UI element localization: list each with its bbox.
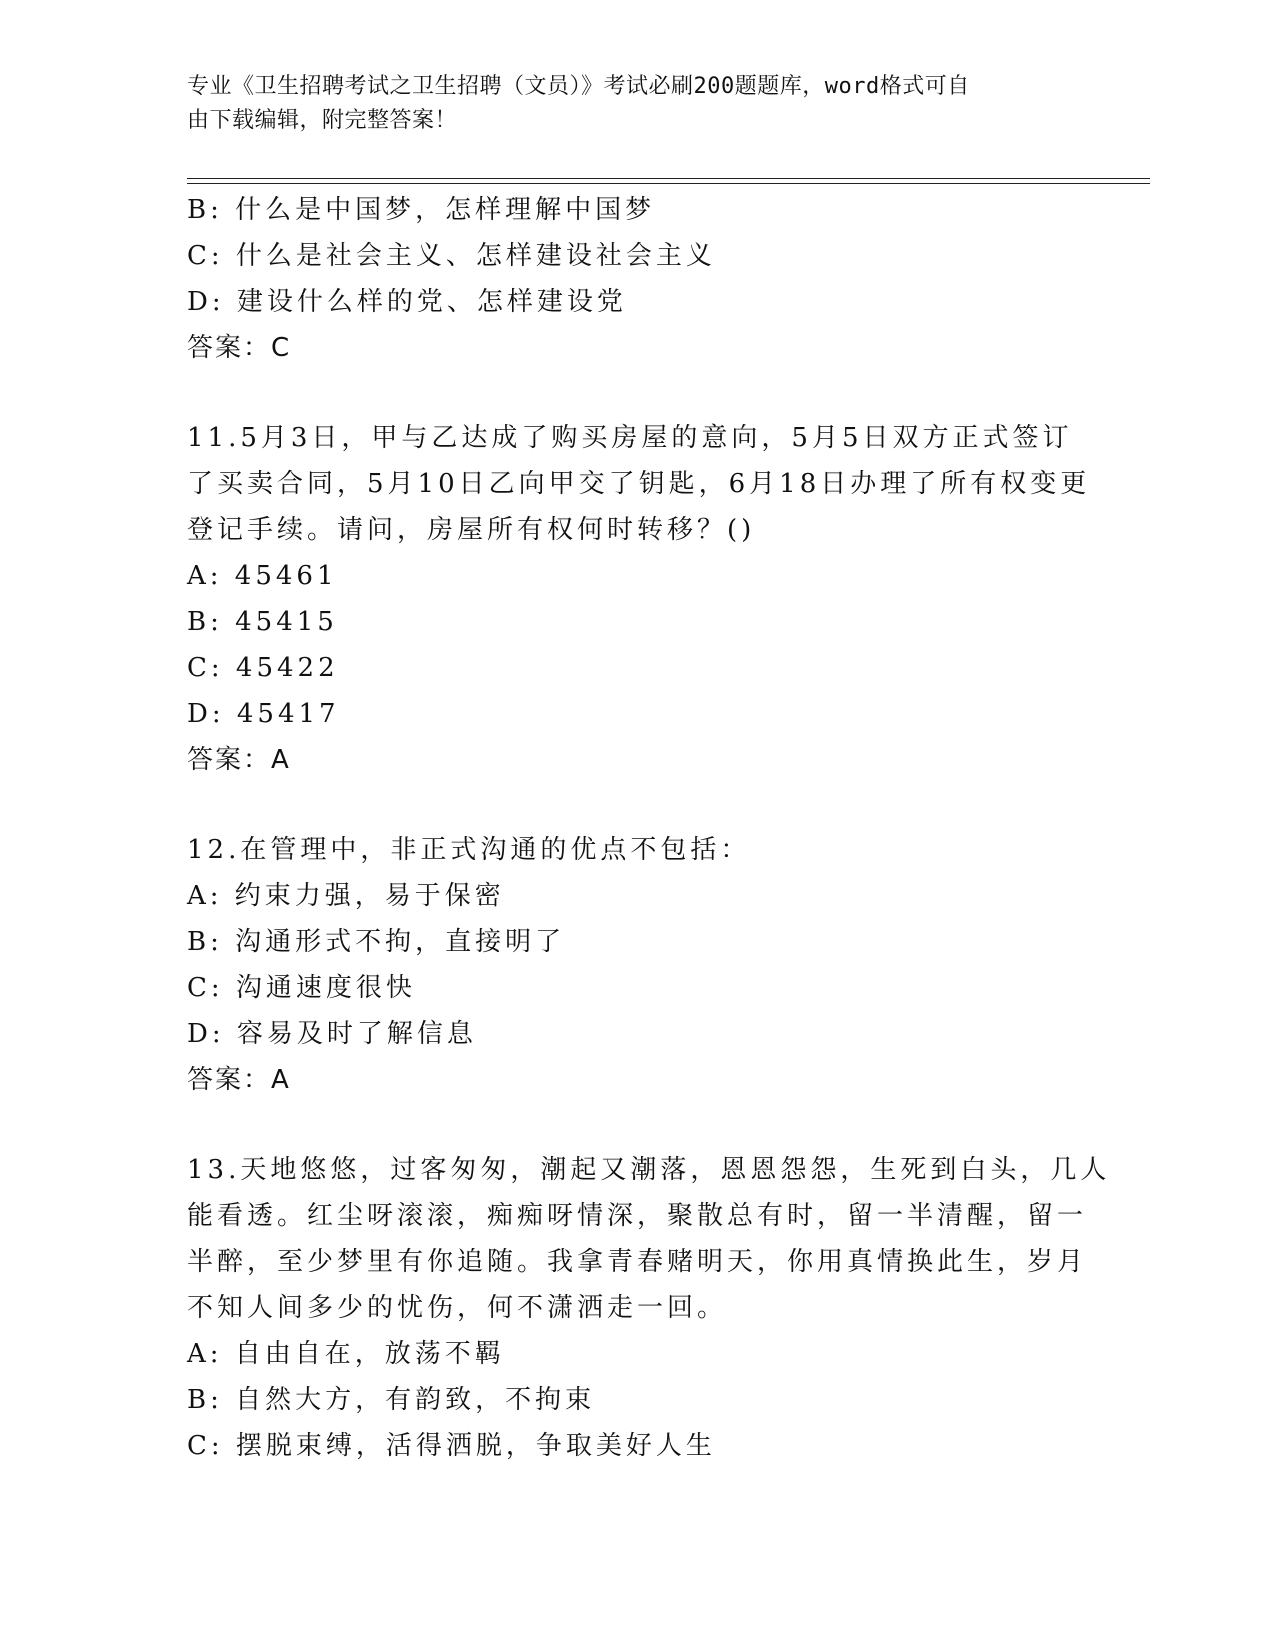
option-a: A: 45461 <box>187 561 338 591</box>
spacer <box>187 783 1087 827</box>
answer: 答案：C <box>187 333 292 363</box>
question-text-line: 不知人间多少的忧伤，何不潇洒走一回。 <box>187 1293 728 1323</box>
option-d: D: 建设什么样的党、怎样建设党 <box>187 287 627 317</box>
spacer <box>187 1103 1087 1147</box>
question-text-line: 11.5月3日，甲与乙达成了购买房屋的意向，5月5日双方正式签订 <box>187 423 1073 453</box>
answer: 答案：A <box>187 745 291 775</box>
header-line-2: 由下载编辑，附完整答案！ <box>187 108 458 133</box>
question-list <box>187 187 1111 1469</box>
option-a: A: 约束力强，易于保密 <box>187 881 505 911</box>
option-c: C: 45422 <box>187 653 339 683</box>
option-c: C: 什么是社会主义、怎样建设社会主义 <box>187 241 716 271</box>
question-text-line: 登记手续。请问，房屋所有权何时转移？() <box>187 515 756 545</box>
header-line-1: 专业《卫生招聘考试之卫生招聘（文员）》考试必刷200题题库，word格式可自 <box>187 74 970 99</box>
answer: 答案：A <box>187 1065 291 1095</box>
question-10 <box>187 187 1087 371</box>
option-a: A: 自由自在，放荡不羁 <box>187 1339 505 1369</box>
question-11 <box>187 415 1091 783</box>
option-d: D: 45417 <box>187 699 340 729</box>
option-c: C: 摆脱束缚，活得洒脱，争取美好人生 <box>187 1431 716 1461</box>
question-text-line: 13.天地悠悠，过客匆匆，潮起又潮落，恩恩怨怨，生死到白头，几人 <box>187 1155 1111 1185</box>
option-b: B: 沟通形式不拘，直接明了 <box>187 927 566 957</box>
document-header <box>187 70 1087 138</box>
header-divider-bottom <box>187 183 1150 184</box>
question-text-line: 12.在管理中，非正式沟通的优点不包括： <box>187 835 751 865</box>
question-12 <box>187 827 1087 1103</box>
header-divider-top <box>187 178 1150 179</box>
option-b: B: 什么是中国梦，怎样理解中国梦 <box>187 195 656 225</box>
question-text-line: 半醉，至少梦里有你追随。我拿青春赌明天，你用真情换此生，岁月 <box>187 1247 1088 1277</box>
question-13 <box>187 1147 1111 1469</box>
option-d: D: 容易及时了解信息 <box>187 1019 477 1049</box>
question-text-line: 能看透。红尘呀滚滚，痴痴呀情深，聚散总有时，留一半清醒，留一 <box>187 1201 1088 1231</box>
spacer <box>187 371 1087 415</box>
option-b: B: 45415 <box>187 607 338 637</box>
question-text-line: 了买卖合同，5月10日乙向甲交了钥匙，6月18日办理了所有权变更 <box>187 469 1091 499</box>
option-b: B: 自然大方，有韵致，不拘束 <box>187 1385 596 1415</box>
option-c: C: 沟通速度很快 <box>187 973 416 1003</box>
